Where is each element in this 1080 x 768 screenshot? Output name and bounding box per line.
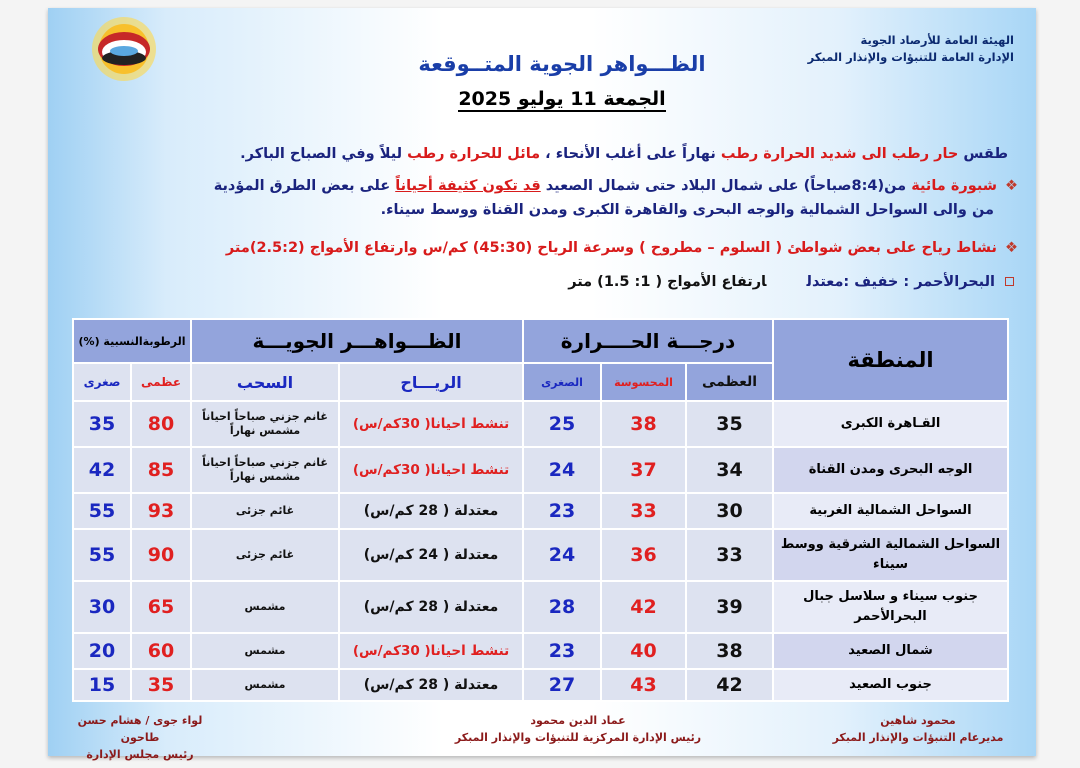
fog-part: قد تكون كثيفة أحياناً	[395, 178, 541, 194]
signature-1	[818, 712, 1018, 746]
header-temp-max: العظمى	[686, 363, 773, 401]
summary-part: طقس	[958, 146, 1008, 162]
temp-max-cell: 33	[686, 529, 773, 581]
temp-min-cell: 24	[523, 529, 601, 581]
signature-name: عماد الدين محمود	[530, 714, 626, 727]
table-row	[73, 401, 1008, 447]
region-cell: شمال الصعيد	[773, 633, 1008, 669]
temp-max-cell: 30	[686, 493, 773, 529]
humidity-max-cell: 85	[131, 447, 191, 493]
clouds-cell: مشمس	[191, 581, 339, 633]
table-row	[73, 633, 1008, 669]
fog-part: من(8:4صباحاً) على شمال البلاد حتى شمال الصعيد	[540, 178, 912, 194]
region-cell: السواحل الشمالية الشرقية ووسط سيناء	[773, 529, 1008, 581]
region-cell: جنوب سيناء و سلاسل جبال البحرالأحمر	[773, 581, 1008, 633]
region-cell: القـاهرة الكبرى	[773, 401, 1008, 447]
clouds-cell: مشمس	[191, 633, 339, 669]
clouds-cell: مشمس	[191, 669, 339, 701]
clouds-cell: غانم جزني صباحاً احياناً مشمس نهاراً	[191, 401, 339, 447]
bullet-icon: ❖	[1005, 240, 1018, 256]
header-temp-felt: المحسوسة	[601, 363, 686, 401]
header-temp-min: الصغرى	[523, 363, 601, 401]
temp-max-cell: 39	[686, 581, 773, 633]
signature-3	[60, 712, 220, 763]
humidity-min-cell: 20	[73, 633, 131, 669]
forecast-table	[72, 318, 1009, 702]
clouds-cell: غانم جزني صباحاً احياناً مشمس نهاراً	[191, 447, 339, 493]
humidity-max-cell: 60	[131, 633, 191, 669]
signature-2	[428, 712, 728, 746]
summary-part: نهاراً على أغلب الأنحاء ،	[540, 146, 716, 162]
header-hum-max: عظمى	[131, 363, 191, 401]
region-cell: السواحل الشمالية الغربية	[773, 493, 1008, 529]
header-clouds: السحب	[191, 363, 339, 401]
temp-felt-cell: 42	[601, 581, 686, 633]
forecast-date	[48, 88, 1036, 110]
table-row	[73, 447, 1008, 493]
title-text: الظـــواهر الجوية المتــوقعة	[418, 52, 706, 76]
org-line-2: الإدارة العامة للتنبؤات والإنذار المبكر	[807, 50, 1014, 64]
org-line-1: الهيئة العامة للأرصاد الجوية	[860, 33, 1014, 47]
signature-name: لواء جوى / هشام حسن طاحون	[77, 714, 203, 744]
wind-note-text: نشاط رياح على بعض شواطئ ( السلوم – مطروح ) وسرعة الرياح (45:30) كم/س وارتفاع الأمواج (2.5:2)متر	[225, 240, 997, 256]
humidity-min-cell: 42	[73, 447, 131, 493]
humidity-max-cell: 65	[131, 581, 191, 633]
red-sea-label: البحرالأحمر : خفيف :معتدل	[806, 274, 995, 290]
temp-min-cell: 23	[523, 493, 601, 529]
table-row	[73, 493, 1008, 529]
clouds-cell: غائم جزئى	[191, 529, 339, 581]
table-row	[73, 581, 1008, 633]
humidity-min-cell: 35	[73, 401, 131, 447]
bulletin-page	[48, 8, 1036, 761]
header-phenomena: الظـــواهـــر الجويـــة	[191, 319, 523, 363]
wind-cell: معتدلة ( 28 كم/س)	[339, 669, 523, 701]
wind-cell: تنشط احيانا( 30كم/س)	[339, 401, 523, 447]
temp-felt-cell: 37	[601, 447, 686, 493]
signature-role: رئيس مجلس الإدارة	[86, 748, 194, 761]
signature-role: مديرعام التنبؤات والإنذار المبكر	[832, 731, 1004, 744]
humidity-max-cell: 80	[131, 401, 191, 447]
temp-max-cell: 42	[686, 669, 773, 701]
checkbox-bullet-icon	[1005, 277, 1014, 286]
red-sea-waves: ارتفاع الأمواج ( 1: 1.5) متر	[568, 274, 767, 290]
summary-part: رطب	[715, 146, 764, 162]
region-cell: جنوب الصعيد	[773, 669, 1008, 701]
wind-cell: معتدلة ( 24 كم/س)	[339, 529, 523, 581]
signature-role: رئيس الإدارة المركزية للتنبؤات والإنذار المبكر	[454, 731, 702, 744]
humidity-max-cell: 93	[131, 493, 191, 529]
clouds-cell: غائم جزئى	[191, 493, 339, 529]
temp-felt-cell: 38	[601, 401, 686, 447]
summary-part: حار رطب الى شديد الحرارة	[763, 146, 959, 162]
region-cell: الوجه البحرى ومدن القناة	[773, 447, 1008, 493]
humidity-min-cell: 55	[73, 529, 131, 581]
header-temperature: درجـــة الحــــرارة	[523, 319, 773, 363]
bullet-icon: ❖	[1005, 178, 1018, 194]
wind-note	[226, 236, 1018, 260]
humidity-min-cell: 55	[73, 493, 131, 529]
header-region: المنطقة	[773, 319, 1008, 401]
wind-cell: تنشط احيانا( 30كم/س)	[339, 633, 523, 669]
red-sea-note	[568, 270, 1014, 294]
header-hum-min: صغرى	[73, 363, 131, 401]
temp-felt-cell: 43	[601, 669, 686, 701]
fog-note	[214, 174, 1018, 222]
humidity-min-cell: 15	[73, 669, 131, 701]
summary-part: ليلاً وفي الصباح الباكر.	[240, 146, 408, 162]
wind-cell: معتدلة ( 28 كم/س)	[339, 581, 523, 633]
table-row	[73, 669, 1008, 701]
wind-cell: معتدلة ( 28 كم/س)	[339, 493, 523, 529]
fog-part: شبورة مائية	[911, 178, 997, 194]
summary-line	[240, 142, 1008, 166]
page-title	[48, 52, 1036, 76]
temp-max-cell: 38	[686, 633, 773, 669]
table-row	[73, 529, 1008, 581]
summary-part: مائل للحرارة رطب	[407, 146, 541, 162]
temp-min-cell: 24	[523, 447, 601, 493]
humidity-min-cell: 30	[73, 581, 131, 633]
temp-min-cell: 27	[523, 669, 601, 701]
humidity-max-cell: 90	[131, 529, 191, 581]
temp-max-cell: 35	[686, 401, 773, 447]
temp-min-cell: 25	[523, 401, 601, 447]
temp-min-cell: 28	[523, 581, 601, 633]
fog-part: من والى السواحل الشمالية والوجه البحرى والقاهرة الكبرى ومدن القناة ووسط سيناء.	[380, 202, 994, 218]
temp-max-cell: 34	[686, 447, 773, 493]
fog-part: على بعض الطرق المؤدية	[213, 178, 396, 194]
humidity-max-cell: 35	[131, 669, 191, 701]
header-wind: الريـــاح	[339, 363, 523, 401]
signature-name: محمود شاهين	[880, 714, 956, 727]
header-humidity: الرطوبةالنسبية (%)	[73, 319, 191, 363]
temp-felt-cell: 33	[601, 493, 686, 529]
wind-cell: تنشط احيانا( 30كم/س)	[339, 447, 523, 493]
date-text: الجمعة 11 يوليو 2025	[458, 88, 666, 110]
temp-felt-cell: 40	[601, 633, 686, 669]
temp-min-cell: 23	[523, 633, 601, 669]
temp-felt-cell: 36	[601, 529, 686, 581]
